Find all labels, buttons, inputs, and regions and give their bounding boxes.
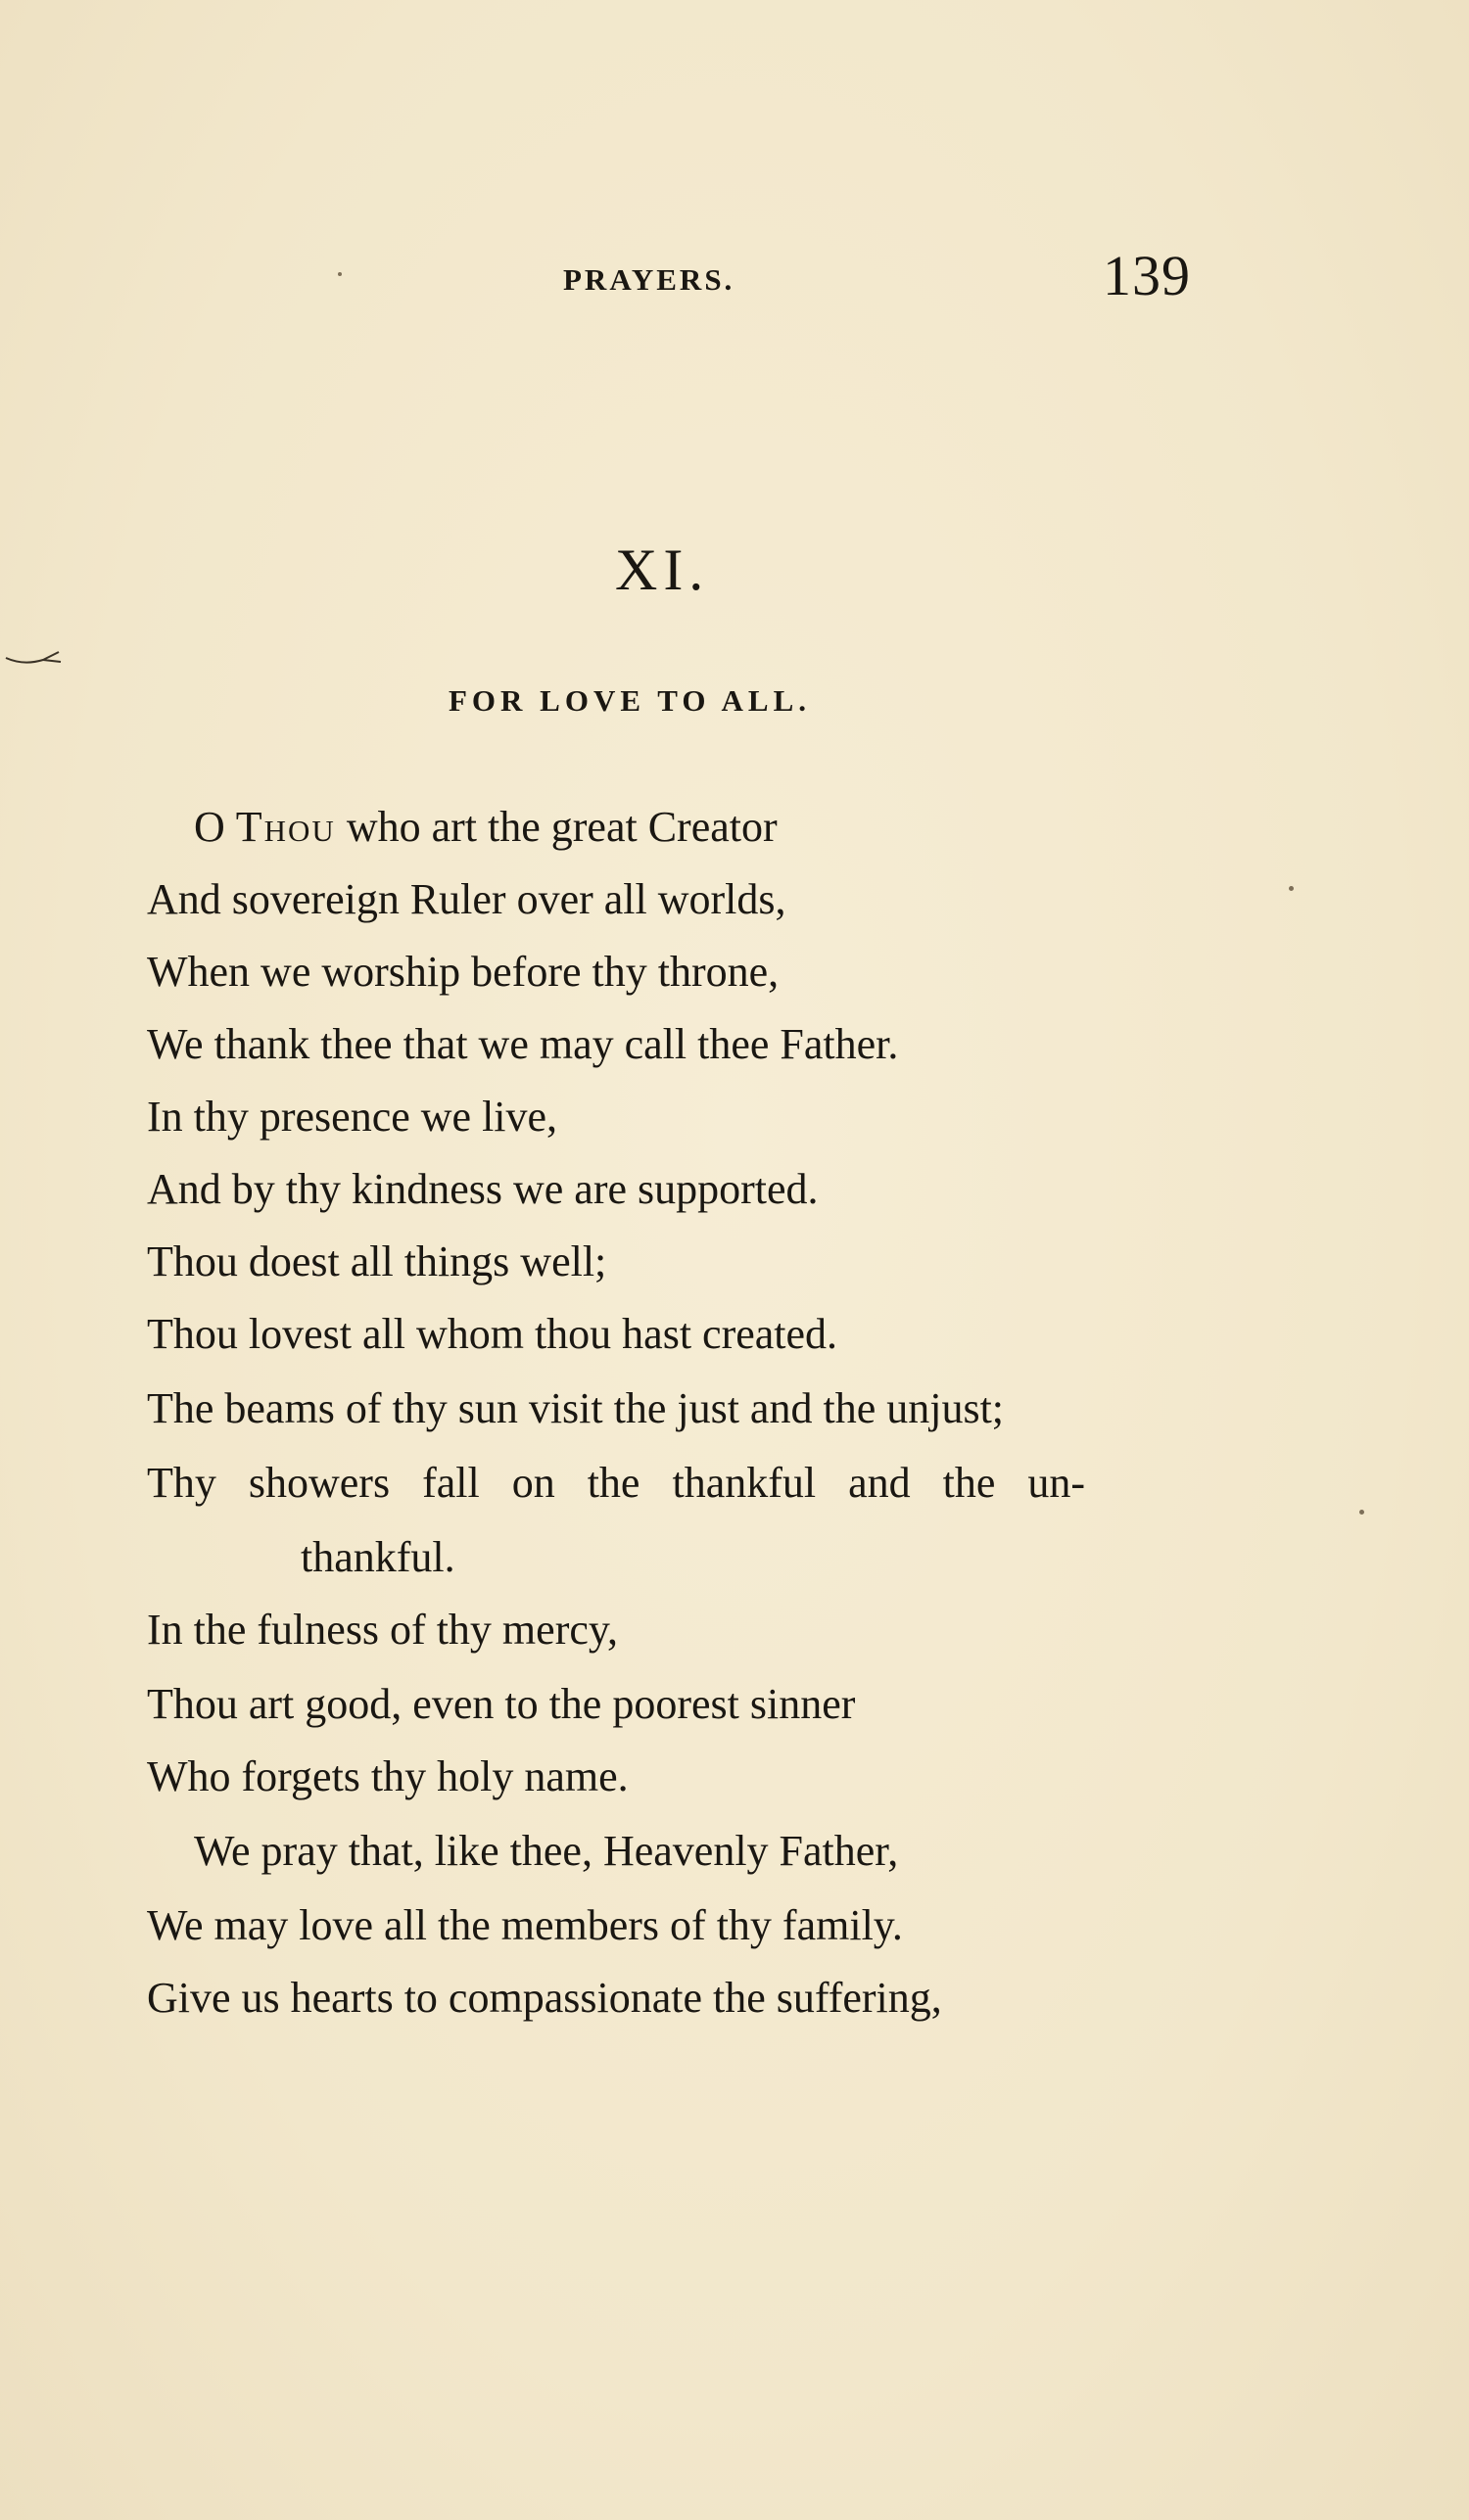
- page-number: 139: [1103, 244, 1191, 307]
- text-line-lead: O: [194, 803, 236, 851]
- text-line: Who forgets thy holy name.: [147, 1752, 629, 1800]
- chapter-numeral: XI.: [615, 537, 710, 602]
- text-line: When we worship before thy throne,: [147, 948, 780, 996]
- text-line: We may love all the members of thy family.: [147, 1901, 903, 1949]
- text-line: The beams of thy sun visit the just and the unjust;: [147, 1384, 1005, 1432]
- text-line: [194, 803, 778, 852]
- running-title: PRAYERS.: [563, 262, 735, 297]
- margin-mark: [4, 646, 63, 670]
- text-line: We thank thee that we may call thee Father.: [147, 1020, 899, 1068]
- ink-speck: [1359, 1510, 1364, 1515]
- text-line: And by thy kindness we are supported.: [147, 1165, 819, 1213]
- text-line-rest: who art the great Creator: [335, 803, 778, 851]
- text-line: Thou art good, even to the poorest sinner: [147, 1680, 856, 1728]
- text-line: We pray that, like thee, Heavenly Father,: [194, 1827, 899, 1875]
- text-line: In the fulness of thy mercy,: [147, 1606, 619, 1654]
- text-line: And sovereign Ruler over all worlds,: [147, 875, 786, 923]
- running-head: [0, 244, 1469, 307]
- text-line-small-caps: Thou: [235, 803, 336, 851]
- text-line: In thy presence we live,: [147, 1093, 558, 1141]
- ink-speck: [1289, 886, 1294, 891]
- text-line: Thy showers fall on the thankful and the un-: [147, 1459, 1086, 1507]
- text-line: Thou doest all things well;: [147, 1237, 607, 1285]
- text-line: Thou lovest all whom thou hast created.: [147, 1310, 838, 1358]
- section-title: FOR LOVE TO ALL.: [449, 683, 811, 718]
- text-line: thankful.: [301, 1533, 455, 1581]
- text-line: Give us hearts to compassionate the suffering,: [147, 1974, 942, 2022]
